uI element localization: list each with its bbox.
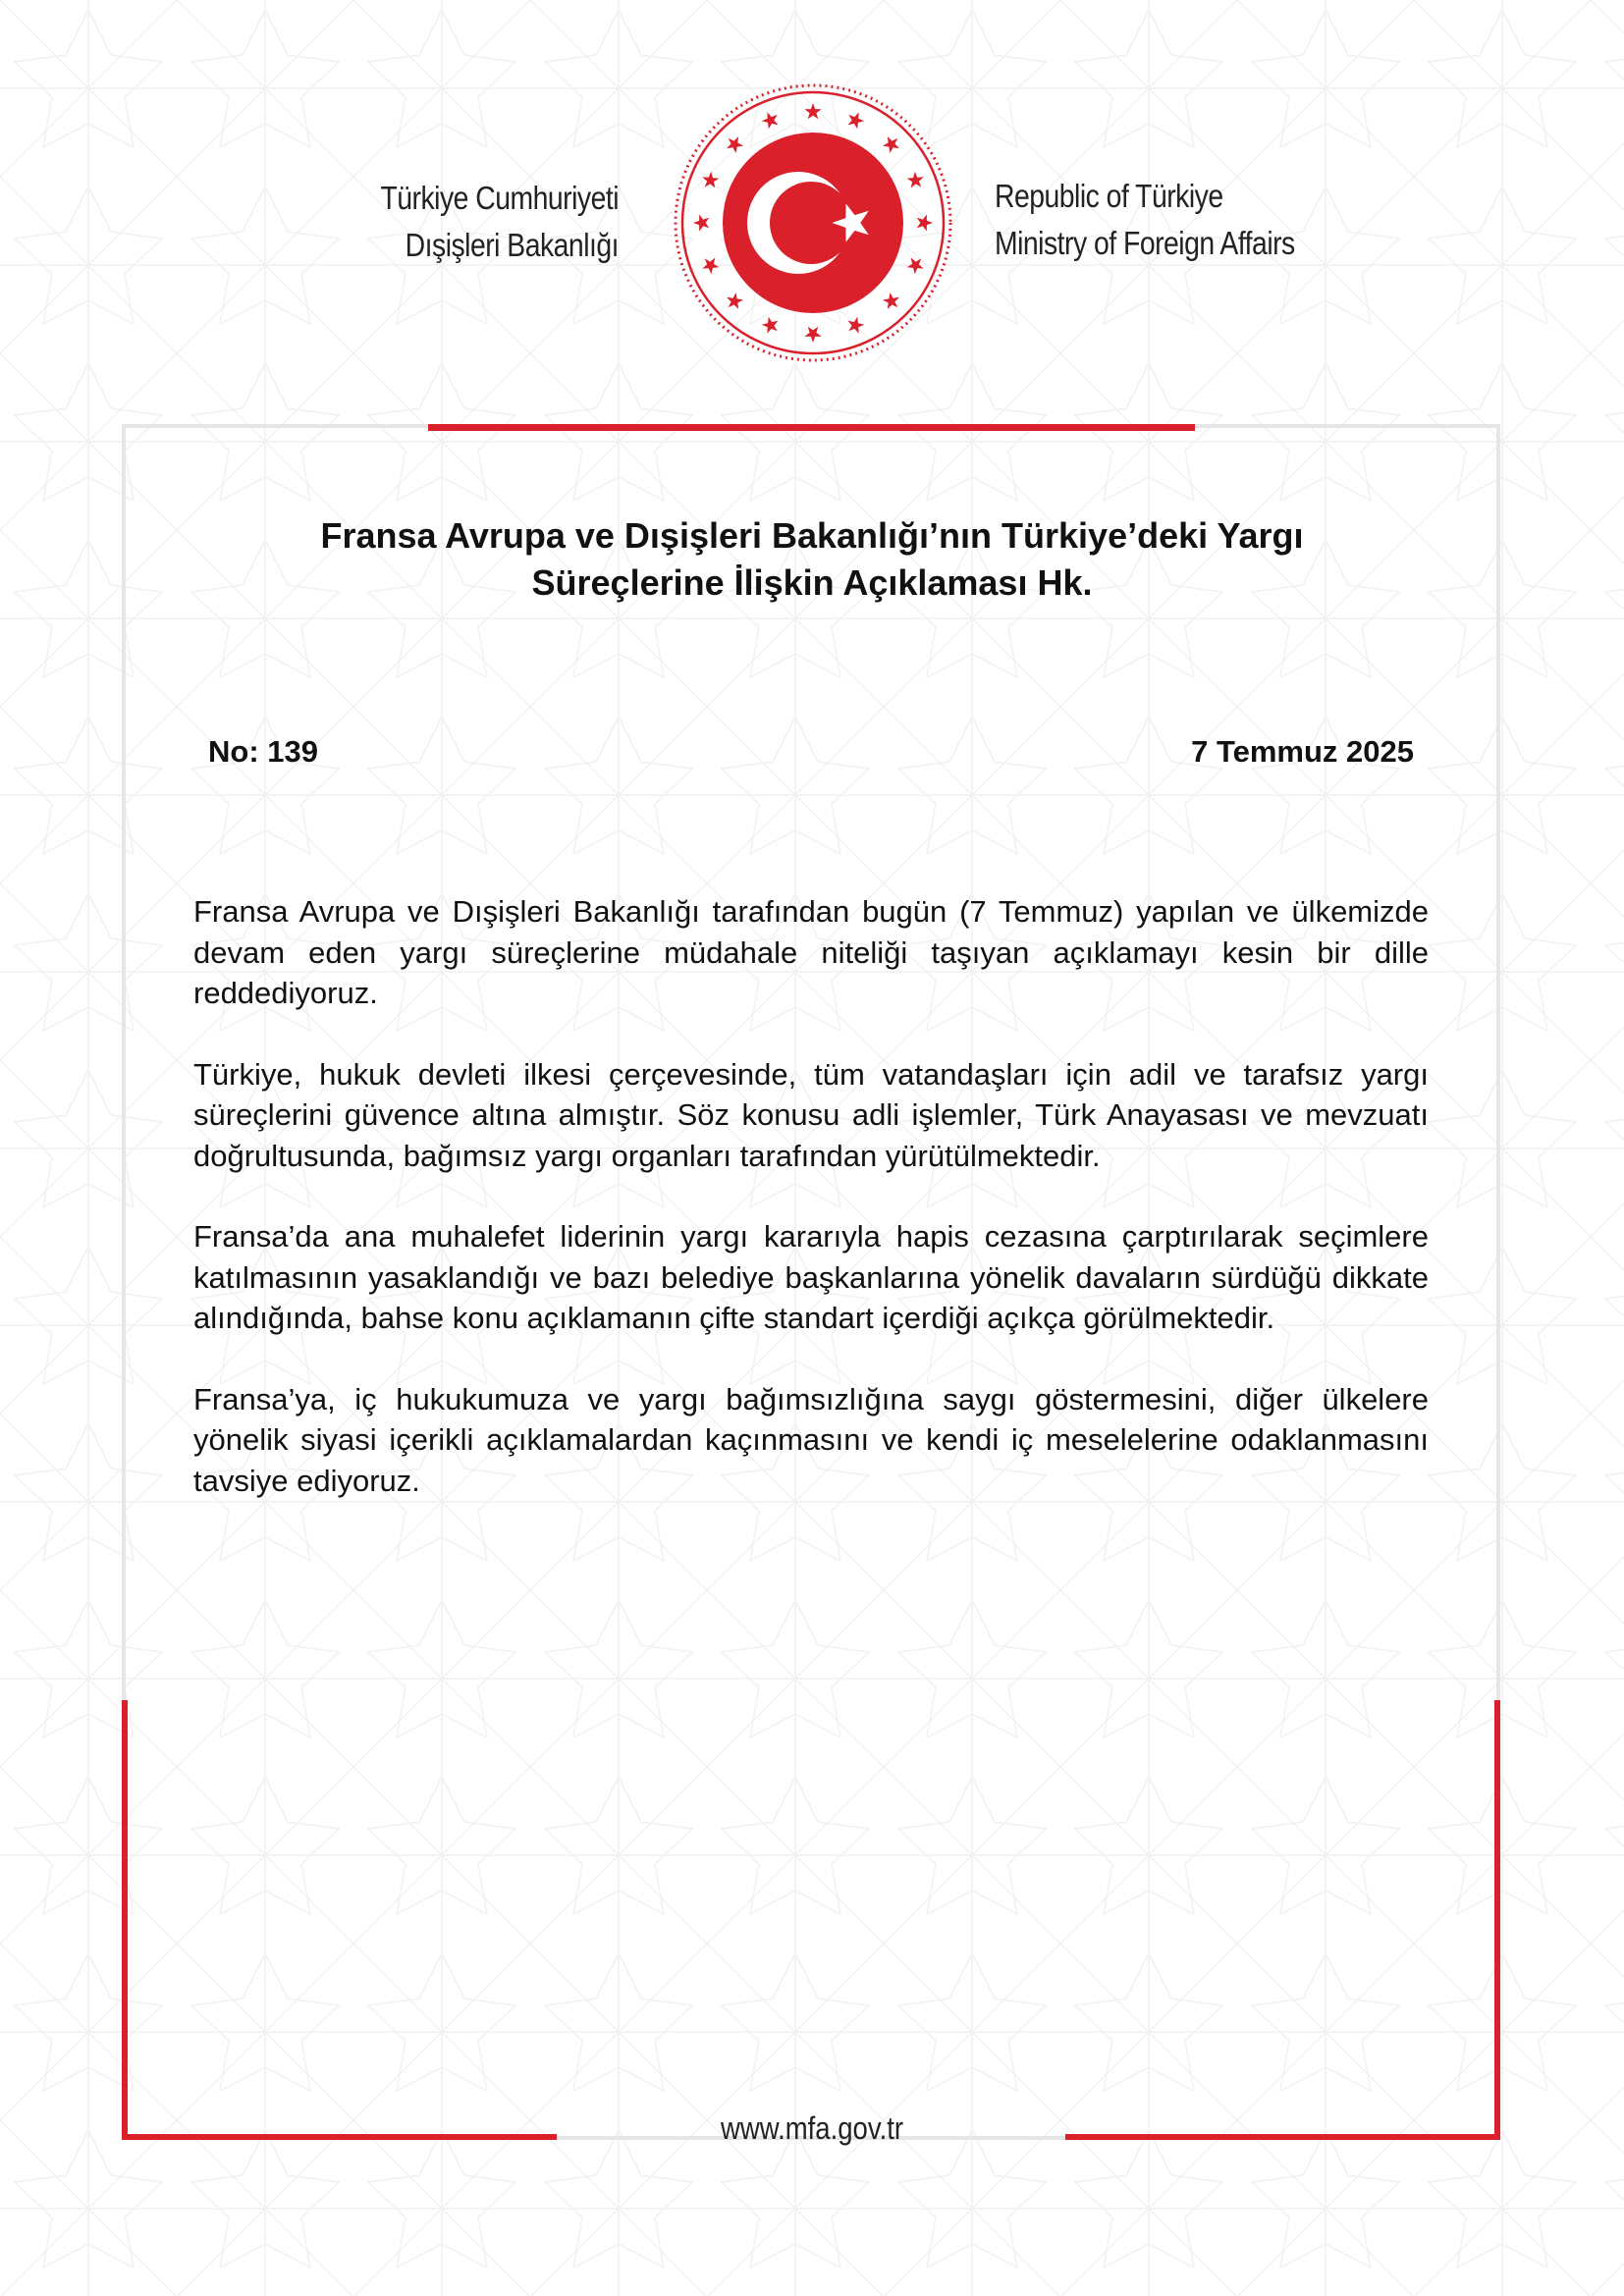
title-line1: Fransa Avrupa ve Dışişleri Bakanlığı’nın Türkiye’deki Yargı [320,515,1304,556]
document-number: No: 139 [208,734,318,769]
emblem-star-icon [723,133,746,156]
page-title [226,512,1398,607]
emblem-star-icon [699,169,721,190]
emblem-star-icon [881,133,904,156]
emblem-star-icon [759,315,781,337]
document-date: 7 Temmuz 2025 [1191,734,1414,769]
emblem-star-icon [881,291,904,314]
emblem-star-icon [905,169,927,190]
title-line2: Süreçlerine İlişkin Açıklaması Hk. [531,562,1093,603]
turkish-mfa-emblem-icon [671,80,955,365]
top-red-rule [428,424,1195,431]
body-paragraph-4: Fransa’ya, iç hukukumuza ve yargı bağımsızlığına saygı göstermesini, diğer ülkelere yönelik siyasi içerikli açıklamalardan kaçınmasını ve kendi iç meselelerine odaklanmasını tavsiye ediyoruz. [193,1381,1429,1498]
emblem-star-icon [699,254,721,276]
header-left-line2: Dışişleri Bakanlığı [405,227,619,263]
header-right-line1: Republic of Türkiye [995,178,1223,214]
emblem-star-icon [804,327,821,343]
document-body [193,891,1429,1541]
emblem-star-icon [804,103,821,119]
footer-website[interactable]: www.mfa.gov.tr [720,2110,904,2146]
right-red-corner-vertical [1494,1700,1500,2140]
header-right-line2: Ministry of Foreign Affairs [995,225,1295,261]
emblem-star-icon [844,315,866,337]
emblem-star-icon [917,214,933,231]
emblem-star-icon [693,214,709,231]
emblem-star-icon [844,109,866,131]
left-red-corner-vertical [122,1700,128,2140]
body-paragraph-3: Fransa’da ana muhalefet liderinin yargı kararıyla hapis cezasına çarptırılarak seçimlere katılmasının yasaklandığı ve bazı belediye başkanlarına yönelik davaların sürdüğü dikkate alındığında, bahse konu açıklamanın çifte standart içerdiği açıkça görülmektedir. [193,1219,1429,1335]
emblem-star-icon [723,291,746,314]
header-left [340,175,619,269]
emblem-star-icon [905,254,927,276]
body-paragraph-1: Fransa Avrupa ve Dışişleri Bakanlığı tarafından bugün (7 Temmuz) yapılan ve ülkemizde devam eden yargı süreçlerine müdahale niteliği taşıyan açıklamayı kesin bir dille reddediyoruz. [193,894,1429,1010]
header-right [995,173,1332,267]
body-paragraph-2: Türkiye, hukuk devleti ilkesi çerçevesinde, tüm vatandaşları için adil ve tarafsız yargı süreçlerini güvence altına almıştır. Söz konusu adli işlemler, Türk Anayasası ve mevzuatı doğrultusunda, bağımsız yargı organları tarafından yürütülmektedir. [193,1056,1429,1173]
header-left-line1: Türkiye Cumhuriyeti [380,180,619,216]
emblem-star-icon [759,109,781,131]
